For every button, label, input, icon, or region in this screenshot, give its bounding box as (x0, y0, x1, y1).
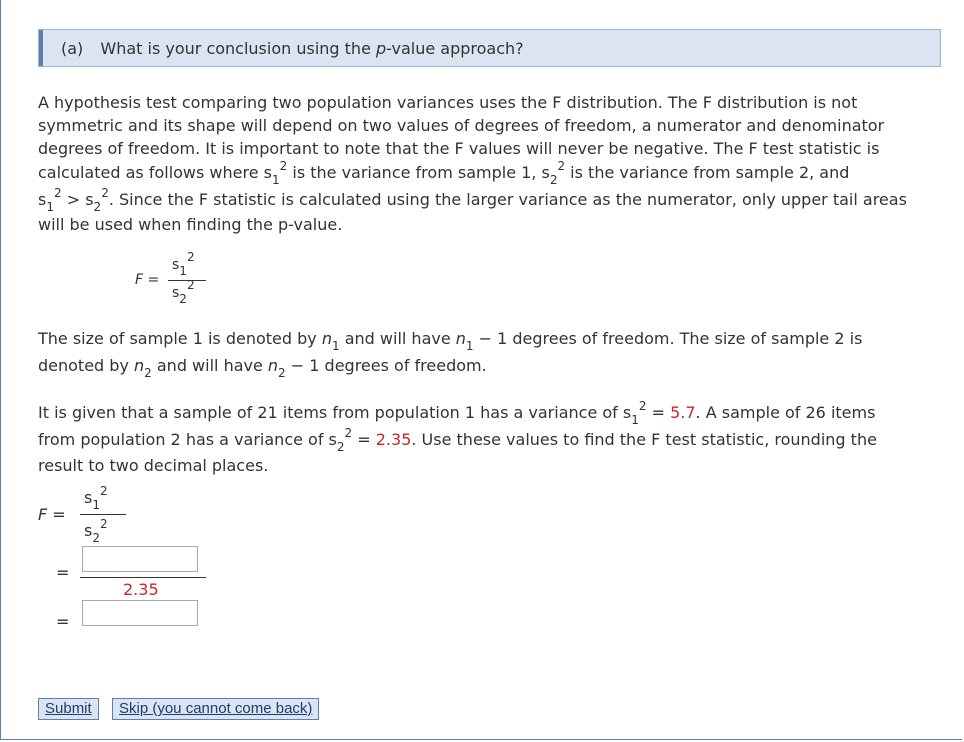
work-fraction-bar (80, 514, 126, 515)
df-line: The size of sample 1 is denoted by $n_1$ and will have $n_1 - 1$ degrees of freedom. The size of sample 2 is (38, 329, 863, 353)
work-numerator: $s_1^2$ (84, 484, 108, 512)
prompt-p: p (376, 39, 387, 58)
intro-line: calculated as follows where $s_1^2$ is the variance from sample 1, $s_2^2$ is the variance from sample 2, and (38, 159, 850, 187)
answer-fraction-bar (80, 577, 206, 578)
formula-numerator: s12 (172, 250, 195, 278)
work-f: F = (38, 505, 66, 524)
equals-sign: = (56, 612, 70, 631)
numerator-input[interactable] (82, 546, 198, 572)
intro-line: A hypothesis test comparing two population variances uses the F distribution. The F distribution is not (38, 93, 858, 112)
formula-denominator: s22 (172, 278, 195, 306)
intro-line: $s_1^2 > s_2^2$. Since the F statistic is calculated using the larger variance as the numerator, only upper tail areas (38, 186, 907, 214)
work-denominator: $s_2^2$ (84, 517, 108, 545)
variance-1-value: 5.7 (670, 403, 696, 422)
skip-button[interactable]: Skip (you cannot come back) (112, 698, 319, 720)
given-line: result to two decimal places. (38, 456, 269, 475)
f-statistic-input[interactable] (82, 600, 198, 626)
part-label: (a) (61, 39, 84, 58)
intro-line: symmetric and its shape will depend on two values of degrees of freedom, a numerator and denominator (38, 116, 885, 135)
prompt-text-end: -value approach? (386, 39, 524, 58)
submit-button[interactable]: Submit (38, 698, 99, 720)
denominator-value: 2.35 (123, 580, 159, 599)
question-header (38, 29, 941, 67)
variance-2-value: 2.35 (375, 430, 412, 449)
intro-line: degrees of freedom. It is important to note that the F values will never be negative. The F test statistic is (38, 139, 880, 158)
header-accent-bar (39, 30, 43, 66)
prompt-text: What is your conclusion using the (100, 39, 376, 58)
question-prompt (61, 39, 524, 58)
given-line: It is given that a sample of 21 items from population 1 has a variance of $s_1^2 = 5.7$. A sample of 26 items (38, 399, 876, 427)
formula-f: F = (135, 272, 160, 288)
equals-sign: = (56, 563, 70, 582)
intro-line: will be used when finding the p-value. (38, 215, 343, 234)
given-line: from population 2 has a variance of $s_2^2 = 2.35$. Use these values to find the F test statistic, rounding the (38, 426, 877, 454)
df-line: denoted by $n_2$ and will have $n_2 - 1$ degrees of freedom. (38, 356, 487, 380)
